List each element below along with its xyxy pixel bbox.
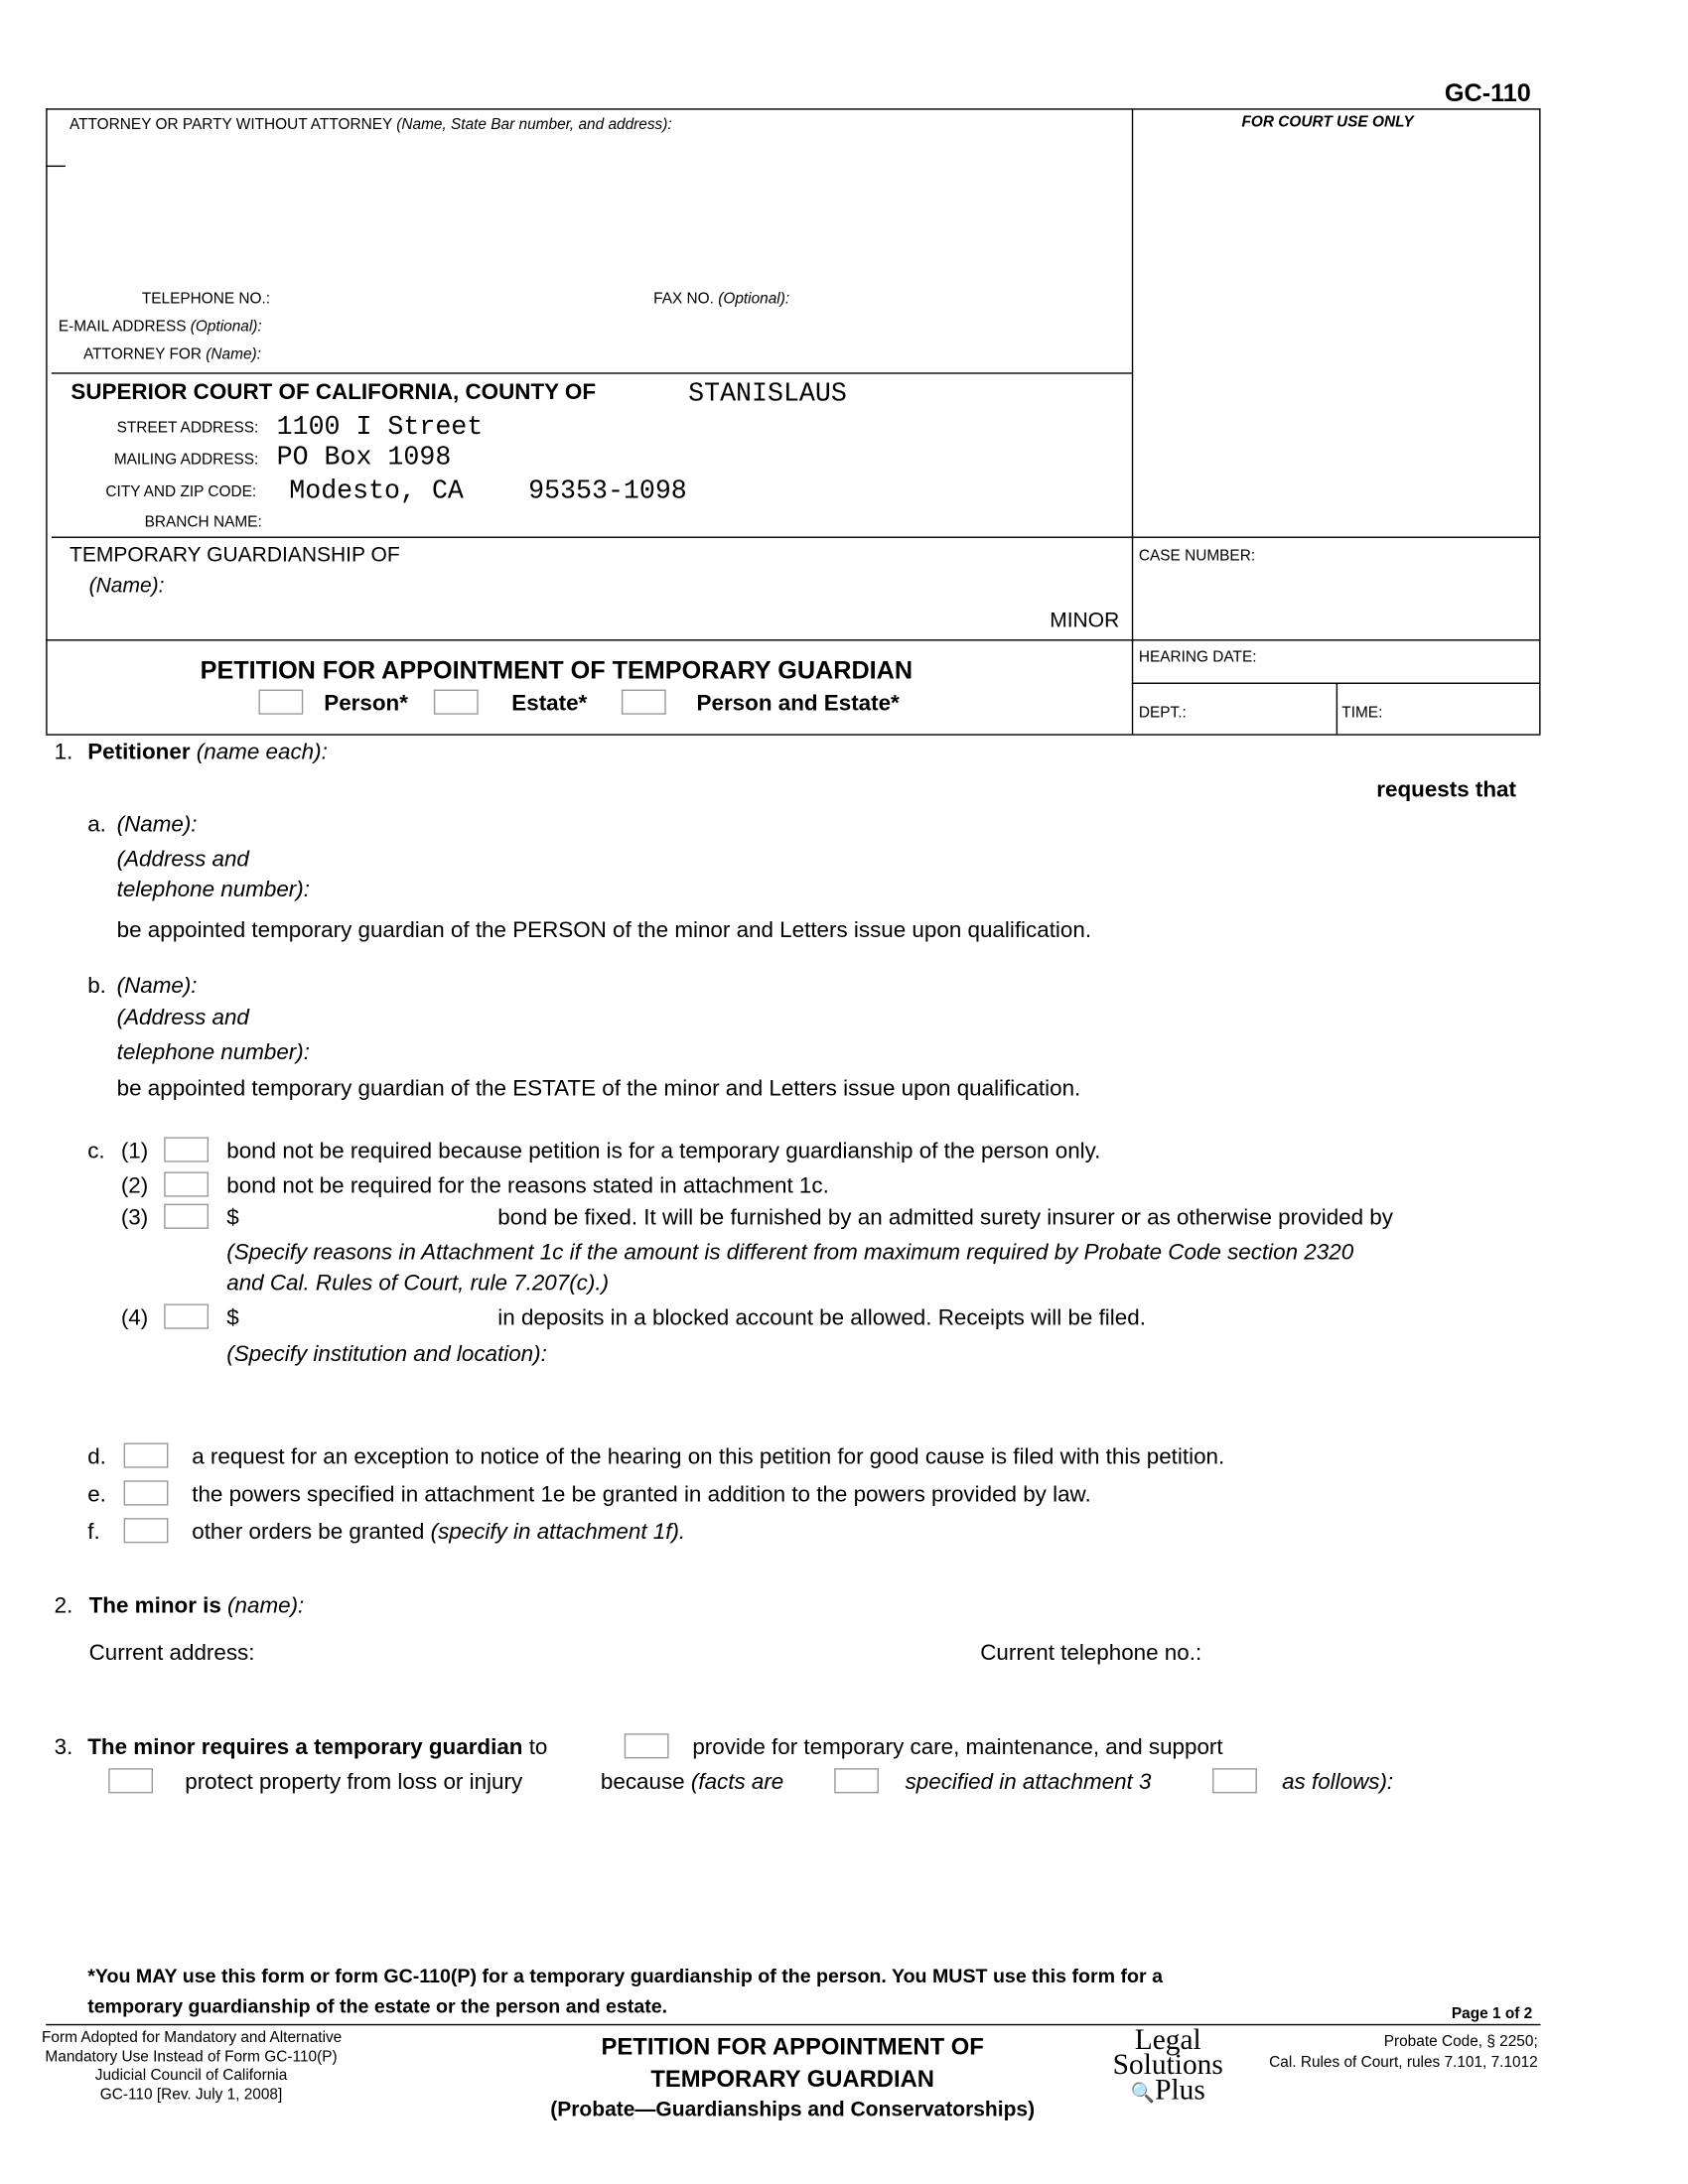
email-label: E-MAIL ADDRESS (Optional): [58, 318, 262, 336]
item1d-text: a request for an exception to notice of the hearing on this petition for good cause is filed with this petition. [192, 1445, 1225, 1470]
publisher-logo-line2: Solutions [1112, 2047, 1223, 2082]
city-zip-label: CITY AND ZIP CODE: [105, 483, 257, 501]
item1a-text: be appointed temporary guardian of the PERSON of the minor and Letters issue upon qualification. [116, 918, 1092, 943]
estate-option-label: Estate* [511, 692, 588, 717]
street-value: 1100 I Street [276, 411, 484, 443]
street-label: STREET ADDRESS: [116, 419, 259, 437]
caption-tick [46, 166, 66, 167]
item1d-letter: d. [87, 1445, 106, 1470]
footer-title: PETITION FOR APPOINTMENT OF TEMPORARY GUARDIAN [601, 2033, 984, 2093]
item1c1-number: (1) [120, 1140, 149, 1164]
item3-heading: The minor requires a temporary guardian to [87, 1735, 548, 1760]
court-label: SUPERIOR COURT OF CALIFORNIA, COUNTY OF [70, 380, 597, 405]
item1c2-checkbox[interactable] [164, 1171, 209, 1196]
caption-line-title [46, 639, 1540, 640]
estate-checkbox[interactable] [434, 690, 479, 715]
item2-address-label: Current address: [88, 1641, 255, 1666]
publisher-logo-line1: Legal [1134, 2022, 1201, 2057]
guardianship-label: TEMPORARY GUARDIANSHIP OF [70, 543, 400, 568]
item1e-checkbox[interactable] [124, 1480, 169, 1505]
person-estate-option-label: Person and Estate* [696, 692, 900, 717]
item3-attachment-checkbox[interactable] [834, 1768, 879, 1793]
item1c-letter: c. [87, 1140, 105, 1164]
item2-number: 2. [54, 1594, 73, 1618]
item3-care-checkbox[interactable] [625, 1733, 669, 1758]
caption-dept-divider [1336, 683, 1337, 735]
item1c3-note-line1: (Specify reasons in Attachment 1c if the amount is different from maximum required by Probate Code section 2320 [226, 1241, 1354, 1266]
item1f-text: other orders be granted (specify in attachment 1f). [192, 1520, 686, 1545]
hearing-date-label: HEARING DATE: [1138, 648, 1257, 666]
item1f-checkbox[interactable] [124, 1518, 169, 1543]
item1c4-number: (4) [120, 1306, 149, 1331]
county-value: STANISLAUS [688, 377, 847, 409]
item1c2-text: bond not be required for the reasons stated in attachment 1c. [226, 1174, 829, 1199]
item3-protect-text: protect property from loss or injury [185, 1770, 523, 1795]
item1c3-dollar: $ [226, 1206, 239, 1231]
court-use-label: FOR COURT USE ONLY [1241, 113, 1414, 131]
footer-adoption: Form Adopted for Mandatory and Alternative Mandatory Use Instead of Form GC-110(P) Judicial Council of California GC-110 [Rev. July 1, 2008] [42, 2029, 343, 2103]
attorney-label: ATTORNEY OR PARTY WITHOUT ATTORNEY (Name, State Bar number, and address): [70, 116, 672, 134]
time-label: TIME: [1341, 704, 1383, 722]
footer-subtitle: (Probate—Guardianships and Conservatorships) [550, 2098, 1036, 2121]
dept-label: DEPT.: [1138, 704, 1187, 722]
item1-heading: Petitioner (name each): [87, 741, 328, 765]
person-checkbox[interactable] [258, 690, 303, 715]
item1c3-text: bond be fixed. It will be furnished by an admitted surety insurer or as otherwise provided by [497, 1206, 1393, 1231]
item3-protect-checkbox[interactable] [108, 1768, 153, 1793]
telephone-label: TELEPHONE NO.: [141, 290, 271, 308]
item2-phone-label: Current telephone no.: [980, 1641, 1202, 1666]
item1b-letter: b. [87, 974, 106, 999]
item3-because: because (facts are [600, 1770, 784, 1795]
footnote-line2: temporary guardianship of the estate or the person and estate. [87, 1994, 668, 2017]
item3-follows-text: as follows): [1282, 1770, 1394, 1795]
form-title: PETITION FOR APPOINTMENT OF TEMPORARY GUARDIAN [200, 655, 914, 684]
item3-care-text: provide for temporary care, maintenance, and support [692, 1735, 1223, 1760]
mailing-value: PO Box 1098 [276, 442, 452, 474]
item1c3-checkbox[interactable] [164, 1204, 209, 1229]
footer-citations: Probate Code, § 2250; Cal. Rules of Court, rules 7.101, 7.1012 [1269, 2033, 1538, 2072]
item1c4-text: in deposits in a blocked account be allowed. Receipts will be filed. [497, 1306, 1146, 1331]
mailing-label: MAILING ADDRESS: [113, 452, 259, 469]
item1c3-note-line2: and Cal. Rules of Court, rule 7.207(c).) [226, 1272, 610, 1297]
item1e-text: the powers specified in attachment 1e be granted in addition to the powers provided by law. [192, 1483, 1091, 1507]
item3-number: 3. [54, 1735, 73, 1760]
item1e-letter: e. [87, 1483, 106, 1507]
attorney-for-label: ATTORNEY FOR (Name): [83, 345, 261, 363]
zip-value: 95353-1098 [528, 475, 687, 506]
item1c4-checkbox[interactable] [164, 1303, 209, 1328]
item1c2-number: (2) [120, 1174, 149, 1199]
item1a-address-label: (Address and [116, 848, 249, 872]
footnote-line1: *You MAY use this form or form GC-110(P) for a temporary guardianship of the person. You MUST use this form for a [87, 1964, 1163, 1987]
person-option-label: Person* [324, 692, 408, 717]
item3-attachment-text: specified in attachment 3 [905, 1770, 1152, 1795]
magnifier-icon: 🔍 [1130, 2084, 1156, 2106]
caption-bottom-border [46, 734, 1540, 735]
item1a-phone-label: telephone number): [116, 878, 310, 902]
city-value: Modesto, CA [289, 475, 464, 506]
fax-label: FAX NO. (Optional): [653, 290, 790, 308]
guardianship-name-label: (Name): [88, 574, 165, 599]
item2-heading: The minor is (name): [88, 1594, 305, 1618]
item1c1-text: bond not be required because petition is for a temporary guardianship of the person only. [226, 1140, 1101, 1164]
footer-rule [46, 2024, 1540, 2025]
branch-label: BRANCH NAME: [144, 514, 262, 531]
item1b-phone-label: telephone number): [116, 1040, 310, 1065]
publisher-logo-line3: 🔍Plus [1130, 2072, 1205, 2107]
item1c4-dollar: $ [226, 1306, 239, 1331]
person-estate-checkbox[interactable] [622, 690, 666, 715]
item1d-checkbox[interactable] [124, 1443, 169, 1468]
caption-line-parties [52, 537, 1539, 538]
requests-that: requests that [1376, 778, 1516, 802]
minor-label: MINOR [1050, 609, 1120, 633]
form-id: GC-110 [1444, 78, 1531, 107]
caption-line-court [52, 372, 1132, 373]
item1c3-number: (3) [120, 1206, 149, 1231]
item1f-letter: f. [87, 1520, 100, 1545]
item3-follows-checkbox[interactable] [1212, 1768, 1257, 1793]
item1a-letter: a. [87, 813, 106, 837]
item1b-text: be appointed temporary guardian of the ESTATE of the minor and Letters issue upon qualification. [116, 1077, 1081, 1102]
item1-number: 1. [54, 741, 73, 765]
case-number-label: CASE NUMBER: [1138, 547, 1256, 565]
item1c1-checkbox[interactable] [164, 1137, 209, 1161]
item1a-name-label: (Name): [116, 813, 198, 837]
item1b-name-label: (Name): [116, 974, 198, 999]
caption-top-border [46, 108, 1540, 109]
page-number: Page 1 of 2 [1451, 2005, 1533, 2023]
item1b-address-label: (Address and [116, 1006, 249, 1030]
item1c4-note: (Specify institution and location): [226, 1342, 547, 1367]
